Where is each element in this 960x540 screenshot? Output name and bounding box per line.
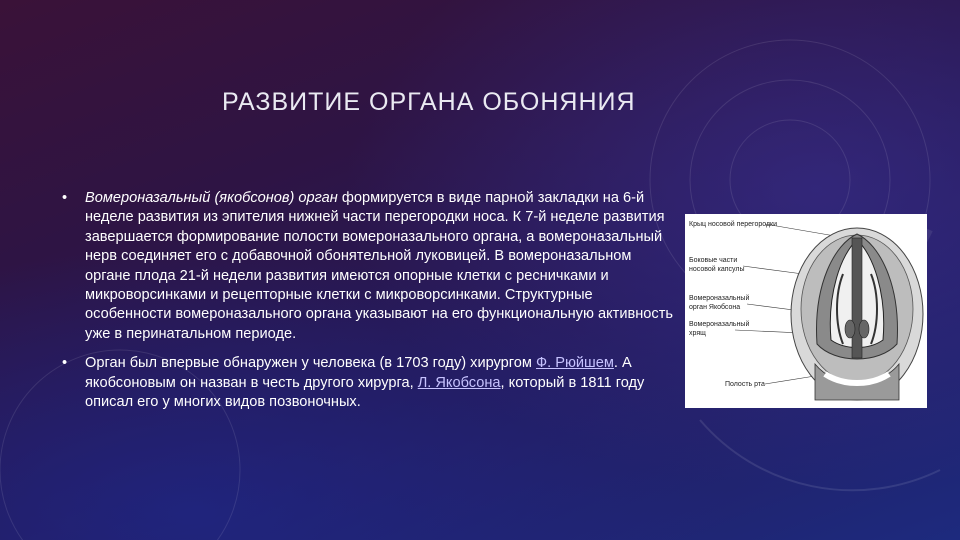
bullet-text: , который в 1811 году описал его у многих видов позвоночных. [85,374,645,411]
bullet-item [62,354,674,412]
figure-label: Вомероназальный [689,295,750,302]
figure-label: орган Якобсона [689,304,741,311]
figure-label: хрящ [689,330,706,337]
ruysch-link[interactable]: Ф. Рюйшем [536,355,614,372]
bullet-marker: • [62,355,68,372]
slide-body [62,189,674,422]
figure-label: Боковые части [689,257,738,264]
nasal-cross-section [791,228,923,400]
bullet-text: Орган был впервые обнаружен у человека (в 1703 году) хирургом [85,355,537,372]
figure-label: Полость рта [725,381,765,388]
nasal-section-diagram [685,214,927,408]
figure-label: Вомероназальный [689,321,750,328]
bullet-marker: • [62,190,68,206]
jacobson-link[interactable]: Л. Якобсона [417,374,501,391]
figure-label: носовой капсулы [689,266,745,273]
bullet-item [62,189,674,344]
anatomy-figure [685,214,927,408]
bullet-text: . А якобсоновым он назван в честь другого хирурга, [85,355,632,391]
bullet-text: формируется в виде парной закладки на 6-й неделе развития из эпителия нижней части перегородки носа. К 7-й неделе развития завершается формирование полости вомероназального органа, а вомероназальный нерв соединяет его с добавочной обонятельной луковицей. В вомероназальном органе плода 21-й недели развития имеются опорные клетки с ресничками и микроворсинками и рецепторные клетки с микроворсинками. Структурные особенности вомероназального органа указывают на его функциональную активность уже в перинатальном периоде. [85,190,673,342]
figure-label: Крыц носовой перегородки [689,221,778,228]
slide-title: РАЗВИТИЕ ОРГАНА ОБОНЯНИЯ [222,88,636,116]
bullet-italic-lead: Вомероназальный (якобсонов) орган [85,190,338,206]
